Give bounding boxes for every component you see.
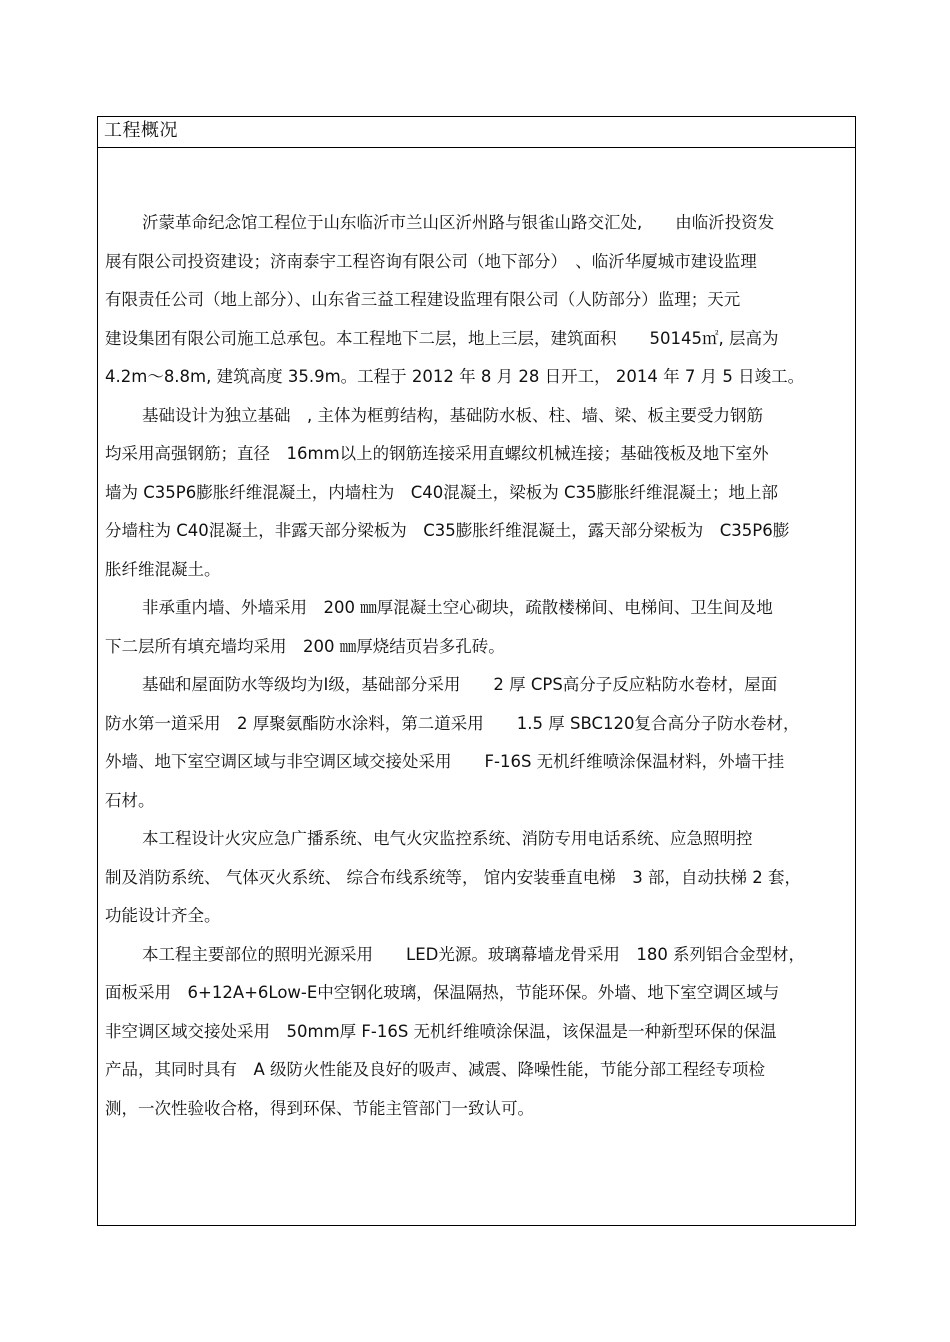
paragraph-line: 沂蒙革命纪念馆工程位于山东临沂市兰山区沂州路与银雀山路交汇处, 由临沂投资发 (142, 213, 775, 232)
paragraph-line: 功能设计齐全。 (105, 906, 221, 925)
paragraph-line: 4.2m～8.8m, 建筑高度 35.9m。工程于 2012 年 8 月 28 日开工， 2014 年 7 月 5 日竣工。 (105, 367, 805, 386)
paragraph-line: 制及消防系统、 气体灭火系统、 综合布线系统等， 馆内安装垂直电梯 3 部，自动扶梯 2 套， (105, 868, 801, 887)
paragraph-line: 展有限公司投资建设；济南泰宇工程咨询有限公司（地下部分） 、临沂华厦城市建设监理 (105, 252, 757, 271)
paragraph-line: 产品，其同时具有 A 级防火性能及良好的吸声、减震、降噪性能，节能分部工程经专项检 (105, 1060, 766, 1079)
paragraph-line: 本工程主要部位的照明光源采用 LED光源。玻璃幕墙龙骨采用 180 系列铝合金型材， (142, 945, 806, 964)
paragraph-line: 外墙、地下室空调区域与非空调区域交接处采用 F-16S 无机纤维喷涂保温材料，外墙干挂 (105, 752, 785, 771)
paragraph-line: 防水第一道采用 2 厚聚氨酯防水涂料，第二道采用 1.5 厚 SBC120复合高分子防水卷材， (105, 714, 800, 733)
paragraph-line: 有限责任公司（地上部分）、山东省三益工程建设监理有限公司（人防部分）监理；天元 (105, 290, 741, 309)
paragraph-line: 非空调区域交接处采用 50mm厚 F-16S 无机纤维喷涂保温，该保温是一种新型环保的保温 (105, 1022, 777, 1041)
paragraph-line: 面板采用 6+12A+6Low-E中空钢化玻璃，保温隔热，节能环保。外墙、地下室空调区域与 (105, 983, 780, 1002)
paragraph-line: 分墙柱为 C40混凝土，非露天部分梁板为 C35膨胀纤维混凝土，露天部分梁板为 C35P6膨 (105, 521, 790, 540)
section-header (98, 117, 855, 148)
paragraph-line: 基础和屋面防水等级均为Ⅰ级，基础部分采用 2 厚 CPS高分子反应粘防水卷材，屋面 (142, 675, 778, 694)
paragraph-line: 建设集团有限公司施工总承包。本工程地下二层，地上三层，建筑面积 50145㎡, 层高为 (105, 329, 779, 348)
paragraph-line: 本工程设计火灾应急广播系统、电气火灾监控系统、消防专用电话系统、应急照明控 (142, 829, 753, 848)
paragraph-line: 胀纤维混凝土。 (105, 560, 221, 579)
paragraph-line: 下二层所有填充墙均采用 200 ㎜厚烧结页岩多孔砖。 (105, 637, 505, 656)
section-title: 工程概况 (104, 120, 178, 141)
paragraph-line: 非承重内墙、外墙采用 200 ㎜厚混凝土空心砌块，疏散楼梯间、电梯间、卫生间及地 (142, 598, 773, 617)
paragraph-line: 基础设计为独立基础 , 主体为框剪结构，基础防水板、柱、墙、梁、板主要受力钢筋 (142, 406, 763, 425)
paragraph-line: 测，一次性验收合格，得到环保、节能主管部门一致认可。 (105, 1099, 534, 1118)
paragraph-line: 石材。 (105, 791, 155, 810)
project-overview-table (97, 116, 856, 1226)
paragraph-line: 均采用高强钢筋；直径 16mm以上的钢筋连接采用直螺纹机械连接；基础筏板及地下室外 (105, 444, 769, 463)
paragraph-line: 墙为 C35P6膨胀纤维混凝土，内墙柱为 C40混凝土，梁板为 C35膨胀纤维混凝土；地上部 (105, 483, 778, 502)
